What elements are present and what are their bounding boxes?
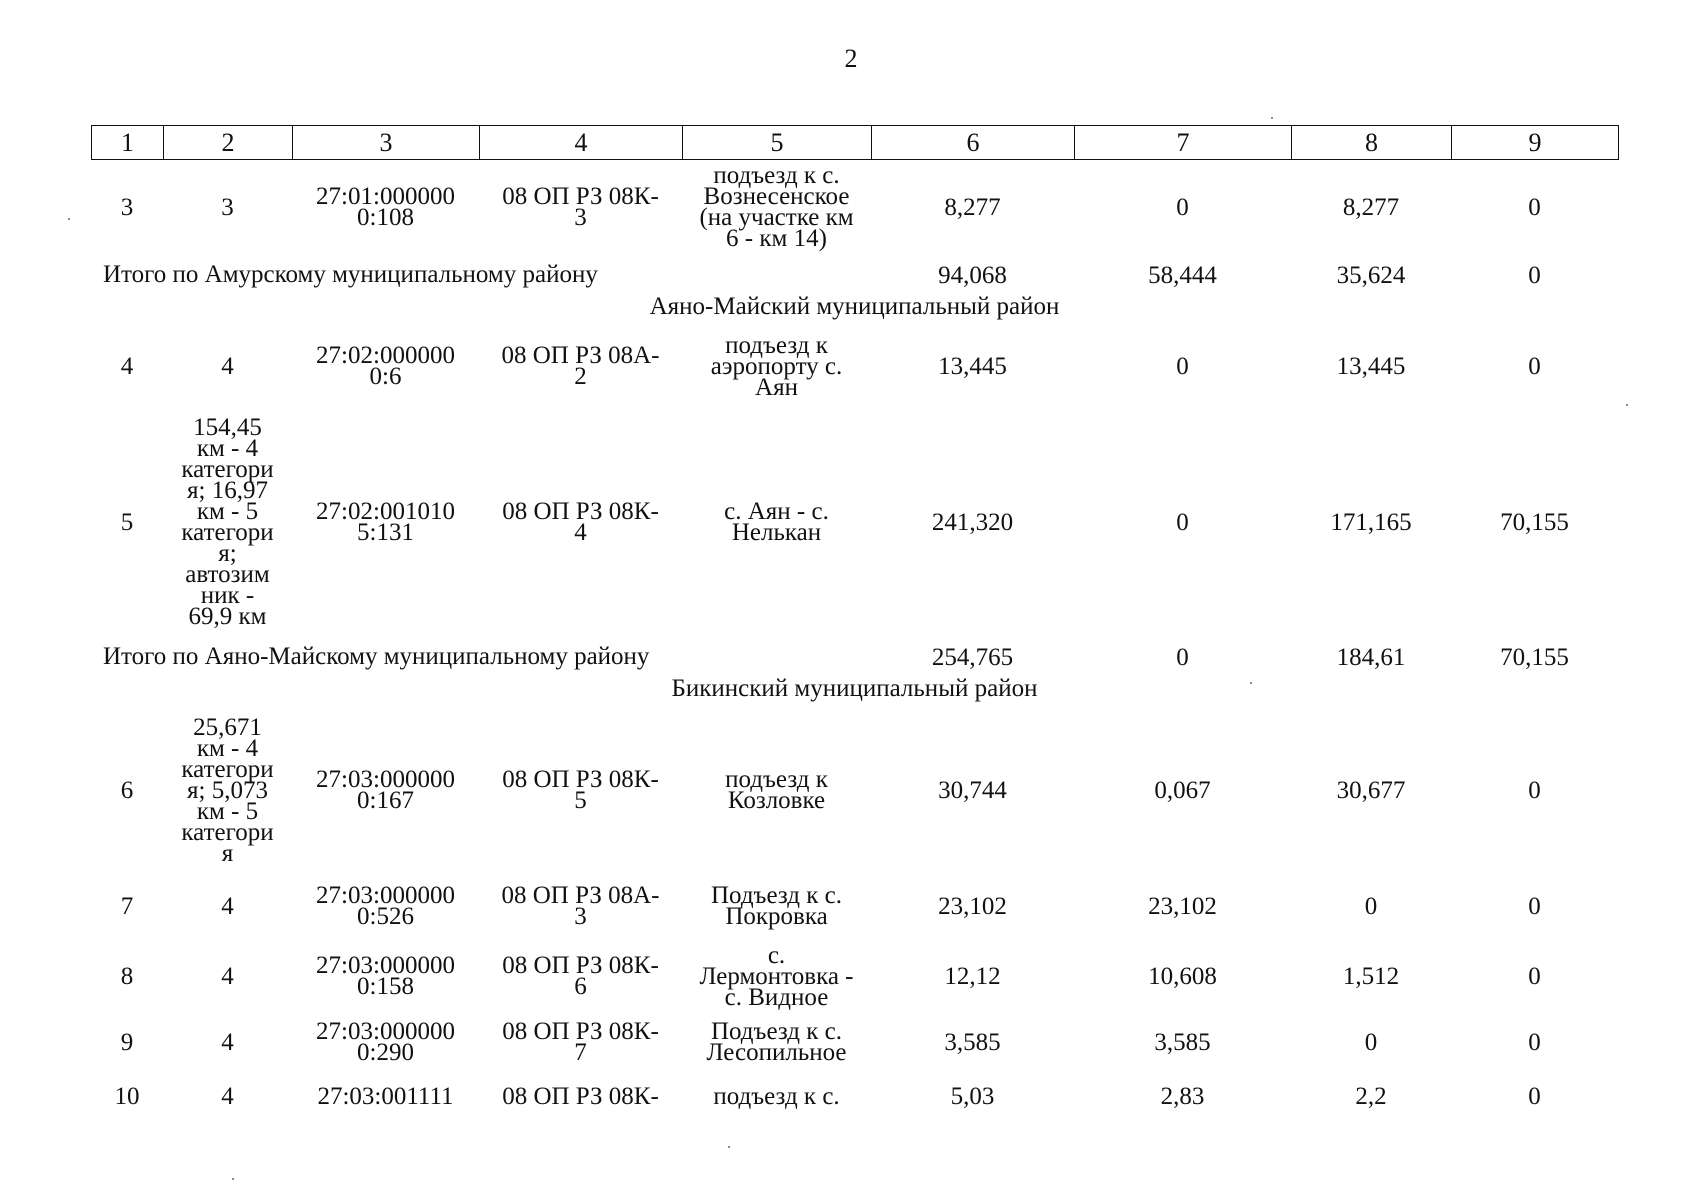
table-row xyxy=(91,1012,1618,1072)
total-value-text: 35,624 xyxy=(1336,261,1406,289)
total-value xyxy=(1291,259,1451,291)
cell-text: 08 ОП РЗ 08К- 6 xyxy=(502,952,659,1000)
cell-text: подъезд к с. Вознесенское (на участке км 6 - км 14) xyxy=(699,162,854,252)
total-value xyxy=(1451,259,1618,291)
scan-speck xyxy=(1271,117,1273,119)
total-value-text: 0 xyxy=(1176,643,1189,671)
cell-col-4 xyxy=(479,943,682,1009)
cell-text: 13,445 xyxy=(1336,352,1406,380)
cell-text: 0 xyxy=(1176,508,1189,536)
table-row xyxy=(91,333,1618,399)
cell-text: 0 xyxy=(1176,352,1189,380)
cell-col-5 xyxy=(682,407,871,637)
cell-text: 4 xyxy=(221,1028,234,1056)
header-col-8: 8 xyxy=(1292,126,1452,160)
cell-col-9 xyxy=(1451,1075,1618,1117)
cell-col-4 xyxy=(479,876,682,936)
cell-text: 4 xyxy=(221,1082,234,1110)
cell-text: 0 xyxy=(1528,193,1541,221)
section-title: Бикинский муниципальный район xyxy=(671,675,1038,702)
total-row xyxy=(91,641,1618,673)
cell-col-8 xyxy=(1291,333,1451,399)
cell-text: 3,585 xyxy=(944,1028,1001,1056)
cell-col-7 xyxy=(1074,1012,1291,1072)
cell-text: 5 xyxy=(120,508,134,536)
cell-text: 08 ОП РЗ 08К- 3 xyxy=(502,183,659,231)
cell-text: 4 xyxy=(221,892,234,920)
table-body xyxy=(91,0,1618,1200)
cell-text: 25,671 км - 4 категори я; 5,073 км - 5 категори я xyxy=(181,713,274,867)
cell-text: Подъезд к с. Покровка xyxy=(710,882,843,930)
cell-text: 0 xyxy=(1528,776,1541,804)
cell-col-8 xyxy=(1291,876,1451,936)
cell-col-2 xyxy=(163,333,292,399)
cell-text: 10,608 xyxy=(1148,962,1217,990)
cell-col-1 xyxy=(91,1012,163,1072)
cell-col-1 xyxy=(91,943,163,1009)
cell-text: 4 xyxy=(120,352,134,380)
cell-col-1 xyxy=(91,711,163,869)
cell-col-4 xyxy=(479,711,682,869)
cell-col-2 xyxy=(163,163,292,251)
section-title: Аяно-Майский муниципальный район xyxy=(649,293,1060,320)
cell-text: 27:01:000000 0:108 xyxy=(316,183,455,231)
header-col-3: 3 xyxy=(293,126,480,160)
cell-text: 0 xyxy=(1528,352,1541,380)
total-value-text: 58,444 xyxy=(1148,261,1217,289)
cell-col-3 xyxy=(292,407,479,637)
table-row xyxy=(91,1075,1618,1117)
cell-text: 08 ОП РЗ 08К- 4 xyxy=(502,498,659,546)
section-row xyxy=(91,293,1618,325)
cell-col-3 xyxy=(292,1012,479,1072)
cell-text: 70,155 xyxy=(1500,508,1569,536)
cell-col-7 xyxy=(1074,711,1291,869)
header-col-1: 1 xyxy=(92,126,164,160)
cell-col-7 xyxy=(1074,876,1291,936)
total-label: Итого по Аяно-Майскому муниципальному району xyxy=(103,643,650,670)
scan-speck xyxy=(1626,404,1628,406)
cell-text: 9 xyxy=(120,1028,134,1056)
cell-col-7 xyxy=(1074,333,1291,399)
cell-col-6 xyxy=(871,407,1074,637)
cell-text: 27:02:001010 5:131 xyxy=(316,498,455,546)
cell-text: 0,067 xyxy=(1154,776,1211,804)
cell-text: подъезд к аэропорту с. Аян xyxy=(710,331,843,401)
cell-text: 27:03:001111 xyxy=(317,1082,454,1110)
cell-text: 08 ОП РЗ 08А- 2 xyxy=(501,342,660,390)
cell-text: с. Аян - с. Нелькан xyxy=(724,498,829,546)
cell-text: 13,445 xyxy=(938,352,1007,380)
header-col-4: 4 xyxy=(480,126,683,160)
table-row xyxy=(91,163,1618,251)
cell-col-1 xyxy=(91,333,163,399)
cell-text: 154,45 км - 4 категори я; 16,97 км - 5 категори я; автозим ник - 69,9 км xyxy=(181,414,274,630)
total-value xyxy=(1451,641,1618,673)
cell-col-8 xyxy=(1291,163,1451,251)
cell-text: подъезд к Козловке xyxy=(725,766,828,814)
total-value xyxy=(871,259,1074,291)
cell-text: 0 xyxy=(1176,193,1189,221)
cell-col-5 xyxy=(682,333,871,399)
cell-text: подъезд к с. xyxy=(713,1082,840,1110)
scan-speck xyxy=(728,1146,730,1148)
cell-col-4 xyxy=(479,1075,682,1117)
total-value xyxy=(1291,641,1451,673)
header-col-9: 9 xyxy=(1452,126,1619,160)
cell-col-6 xyxy=(871,711,1074,869)
total-value-text: 70,155 xyxy=(1500,643,1569,671)
cell-col-2 xyxy=(163,943,292,1009)
header-col-6: 6 xyxy=(872,126,1075,160)
cell-text: 27:03:000000 0:167 xyxy=(316,766,455,814)
cell-col-9 xyxy=(1451,943,1618,1009)
cell-col-3 xyxy=(292,943,479,1009)
cell-col-3 xyxy=(292,711,479,869)
cell-col-6 xyxy=(871,1075,1074,1117)
cell-col-4 xyxy=(479,1012,682,1072)
table-row xyxy=(91,711,1618,869)
cell-col-5 xyxy=(682,1012,871,1072)
cell-text: 12,12 xyxy=(944,962,1001,990)
cell-text: 7 xyxy=(120,892,134,920)
total-value-text: 0 xyxy=(1528,261,1541,289)
header-col-7: 7 xyxy=(1075,126,1292,160)
cell-col-7 xyxy=(1074,1075,1291,1117)
cell-text: 3 xyxy=(221,193,234,221)
cell-col-4 xyxy=(479,333,682,399)
scan-speck xyxy=(1250,682,1252,684)
cell-text: 10 xyxy=(114,1082,140,1110)
cell-col-8 xyxy=(1291,1012,1451,1072)
scan-speck xyxy=(232,1178,234,1180)
cell-text: 8 xyxy=(120,962,134,990)
cell-col-2 xyxy=(163,711,292,869)
cell-text: 3 xyxy=(120,193,134,221)
cell-col-9 xyxy=(1451,876,1618,936)
cell-col-5 xyxy=(682,711,871,869)
cell-text: 0 xyxy=(1528,1082,1541,1110)
cell-col-1 xyxy=(91,1075,163,1117)
cell-col-5 xyxy=(682,1075,871,1117)
cell-col-6 xyxy=(871,333,1074,399)
cell-text: 0 xyxy=(1364,892,1378,920)
table-row xyxy=(91,407,1618,637)
cell-text: 1,512 xyxy=(1342,962,1400,990)
total-value xyxy=(1074,641,1291,673)
cell-text: 0 xyxy=(1364,1028,1378,1056)
total-value-text: 94,068 xyxy=(938,261,1007,289)
page-number: 2 xyxy=(844,44,858,73)
cell-text: 30,744 xyxy=(938,776,1007,804)
cell-text: 08 ОП РЗ 08К- xyxy=(502,1082,659,1110)
total-value xyxy=(1074,259,1291,291)
scan-speck xyxy=(68,218,70,220)
cell-text: 27:03:000000 0:158 xyxy=(316,952,455,1000)
cell-col-9 xyxy=(1451,1012,1618,1072)
cell-col-5 xyxy=(682,163,871,251)
cell-text: 4 xyxy=(221,352,234,380)
cell-text: 171,165 xyxy=(1330,508,1412,536)
cell-col-2 xyxy=(163,1012,292,1072)
cell-col-3 xyxy=(292,163,479,251)
cell-text: 4 xyxy=(221,962,234,990)
section-row xyxy=(91,675,1618,707)
cell-col-7 xyxy=(1074,943,1291,1009)
cell-col-6 xyxy=(871,163,1074,251)
total-value-text: 184,61 xyxy=(1336,643,1406,671)
cell-col-7 xyxy=(1074,163,1291,251)
total-value-text: 254,765 xyxy=(931,643,1014,671)
cell-text: 241,320 xyxy=(931,508,1014,536)
cell-col-3 xyxy=(292,1075,479,1117)
total-label: Итого по Амурскому муниципальному району xyxy=(103,261,598,288)
cell-col-2 xyxy=(163,876,292,936)
cell-col-8 xyxy=(1291,711,1451,869)
cell-text: 30,677 xyxy=(1336,776,1406,804)
cell-col-6 xyxy=(871,876,1074,936)
cell-col-3 xyxy=(292,333,479,399)
cell-text: 27:03:000000 0:526 xyxy=(316,882,455,930)
cell-col-8 xyxy=(1291,943,1451,1009)
cell-text: 08 ОП РЗ 08К- 5 xyxy=(502,766,659,814)
cell-text: 23,102 xyxy=(938,892,1007,920)
cell-text: 2,2 xyxy=(1355,1082,1387,1110)
cell-text: 6 xyxy=(120,776,134,804)
cell-col-8 xyxy=(1291,1075,1451,1117)
cell-col-9 xyxy=(1451,333,1618,399)
header-col-2: 2 xyxy=(164,126,293,160)
cell-text: 27:03:000000 0:290 xyxy=(316,1018,455,1066)
header-col-5: 5 xyxy=(683,126,872,160)
cell-col-1 xyxy=(91,163,163,251)
cell-col-1 xyxy=(91,407,163,637)
total-value xyxy=(871,641,1074,673)
cell-text: 0 xyxy=(1528,892,1541,920)
cell-col-4 xyxy=(479,163,682,251)
cell-text: с. Лермонтовка - с. Видное xyxy=(699,941,854,1011)
cell-col-4 xyxy=(479,407,682,637)
table-row xyxy=(91,876,1618,936)
cell-col-7 xyxy=(1074,407,1291,637)
cell-col-3 xyxy=(292,876,479,936)
cell-text: 0 xyxy=(1528,1028,1541,1056)
total-row xyxy=(91,259,1618,291)
cell-text: 08 ОП РЗ 08К- 7 xyxy=(502,1018,659,1066)
cell-text: 08 ОП РЗ 08А- 3 xyxy=(501,882,660,930)
cell-col-5 xyxy=(682,876,871,936)
cell-col-9 xyxy=(1451,711,1618,869)
cell-text: 27:02:000000 0:6 xyxy=(316,342,455,390)
cell-col-8 xyxy=(1291,407,1451,637)
cell-col-6 xyxy=(871,943,1074,1009)
table-row xyxy=(91,943,1618,1009)
cell-col-9 xyxy=(1451,163,1618,251)
cell-text: 8,277 xyxy=(944,193,1001,221)
cell-col-5 xyxy=(682,943,871,1009)
cell-col-2 xyxy=(163,407,292,637)
cell-text: 0 xyxy=(1528,962,1541,990)
cell-text: 8,277 xyxy=(1342,193,1400,221)
cell-text: 5,03 xyxy=(950,1082,995,1110)
cell-col-1 xyxy=(91,876,163,936)
cell-col-9 xyxy=(1451,407,1618,637)
cell-col-6 xyxy=(871,1012,1074,1072)
cell-text: 23,102 xyxy=(1148,892,1217,920)
cell-text: Подъезд к с. Лесопильное xyxy=(706,1018,847,1066)
cell-text: 3,585 xyxy=(1154,1028,1211,1056)
cell-col-2 xyxy=(163,1075,292,1117)
cell-text: 2,83 xyxy=(1160,1082,1205,1110)
